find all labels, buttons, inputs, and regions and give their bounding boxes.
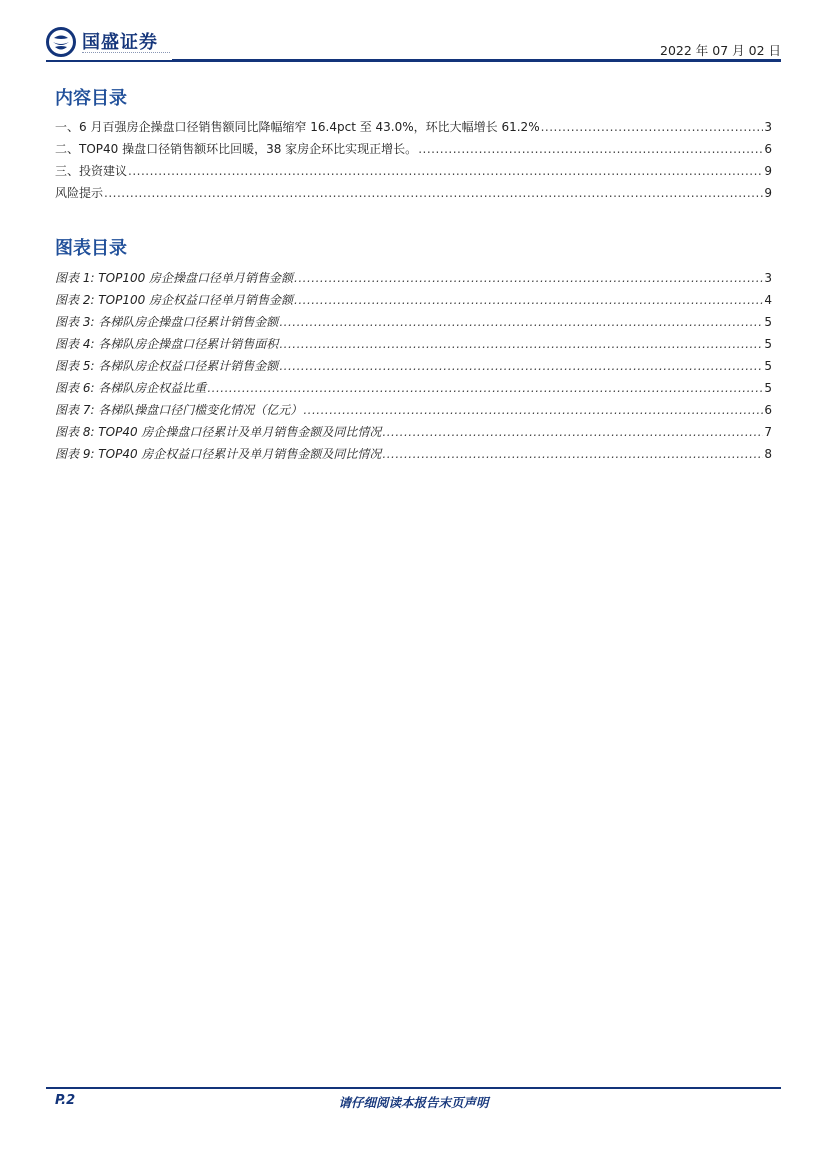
- figures-title: 图表目录: [55, 238, 127, 259]
- header-divider: [46, 60, 781, 62]
- figures-list: [55, 269, 772, 467]
- disclaimer-note: 请仔细阅读本报告末页声明: [338, 1095, 489, 1110]
- toc-entry[interactable]: 一、6 月百强房企操盘口径销售额同比降幅缩窄 16.4pct 至 43.0%，环比大幅增长 61.2% ..... 3: [55, 118, 772, 140]
- figure-entry[interactable]: 图表 2: TOP100 房企权益口径单月销售金额 ..... 4: [55, 291, 772, 313]
- contents-title: 内容目录: [55, 88, 127, 109]
- figure-entry[interactable]: 图表 6: 各梯队房企权益比重 ..... 5: [55, 379, 772, 401]
- report-date: 2022 年 07 月 02 日: [660, 43, 781, 58]
- toc-entry[interactable]: 风险提示 ..... 9: [55, 184, 772, 206]
- page-number: P.2: [55, 1093, 76, 1108]
- logo-text: 国盛证券: [82, 32, 158, 53]
- logo-subline: [82, 52, 170, 55]
- figure-entry[interactable]: 图表 9: TOP40 房企权益口径累计及单月销售金额及同比情况 ..... 8: [55, 445, 772, 467]
- figure-entry[interactable]: 图表 7: 各梯队操盘口径门槛变化情况（亿元） ..... 6: [55, 401, 772, 423]
- company-logo: [46, 27, 186, 61]
- footer-divider: [46, 1087, 781, 1089]
- figure-entry[interactable]: 图表 3: 各梯队房企操盘口径累计销售金额 ..... 5: [55, 313, 772, 335]
- figure-entry[interactable]: 图表 4: 各梯队房企操盘口径累计销售面积 ..... 5: [55, 335, 772, 357]
- figure-entry[interactable]: 图表 1: TOP100 房企操盘口径单月销售金额 ..... 3: [55, 269, 772, 291]
- page-header: [0, 0, 827, 64]
- toc-entry[interactable]: 二、TOP40 操盘口径销售额环比回暖，38 家房企环比实现正增长。 ..... 6: [55, 140, 772, 162]
- contents-list: [55, 118, 772, 206]
- figure-entry[interactable]: 图表 5: 各梯队房企权益口径累计销售金额 ..... 5: [55, 357, 772, 379]
- toc-entry[interactable]: 三、投资建议 ..... 9: [55, 162, 772, 184]
- logo-mark-icon: [46, 27, 76, 57]
- figure-entry[interactable]: 图表 8: TOP40 房企操盘口径累计及单月销售金额及同比情况 ..... 7: [55, 423, 772, 445]
